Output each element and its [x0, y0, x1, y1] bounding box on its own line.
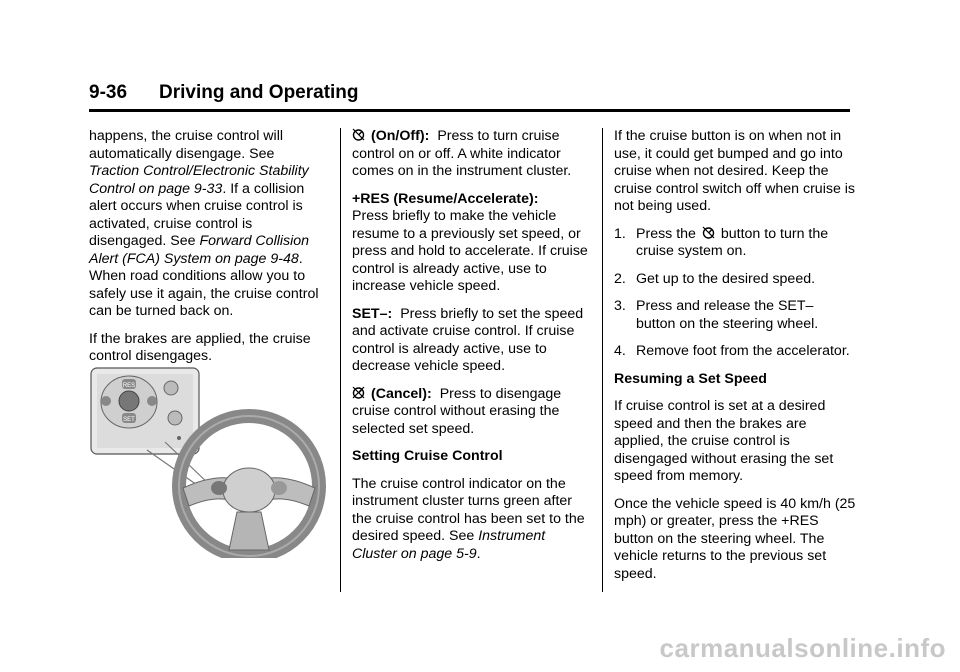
setting-heading: Setting Cruise Control — [352, 448, 503, 464]
resume-heading: Resuming a Set Speed — [614, 370, 767, 387]
cancel-text: Press to disengage cruise control without erasing the selected set speed. — [352, 385, 562, 437]
page-number: 9-36 — [89, 82, 128, 103]
column-divider — [340, 128, 341, 592]
text: The cruise control indicator on the instrument cluster turns green after the cruise control has been set to the desired speed. See — [352, 475, 585, 544]
set-description — [352, 306, 592, 376]
column-divider — [602, 128, 603, 592]
cancel-description — [352, 386, 592, 439]
paragraph: If cruise control is set at a desired speed and then the brakes are applied, the cruise control is disengaged without erasing the set speed from memory. — [614, 398, 834, 484]
cross-reference-link[interactable]: Traction Control/Electronic Stability Control on page 9-33 — [89, 163, 309, 197]
text: . — [476, 545, 481, 562]
cross-reference-link[interactable]: Instrument Cluster on page 5-9 — [352, 528, 546, 562]
list-item — [614, 298, 856, 333]
steps-list — [614, 226, 856, 361]
step-number: 2. — [614, 270, 626, 287]
list-item — [614, 343, 856, 361]
set-label: SET–: — [352, 305, 393, 322]
text: happens, the cruise control will automatically disengage. See — [89, 128, 283, 162]
step-number: 4. — [614, 343, 626, 359]
column-3 — [614, 128, 856, 593]
step-text: Press and release the SET– button on the steering wheel. — [636, 298, 819, 332]
res-label: +RES (Resume/Accelerate): — [352, 190, 539, 207]
res-text: Press briefly to make the vehicle resume to a previously set speed, or press and hold to accelerate. If cruise control is already active, use to increase vehicle speed. — [352, 208, 588, 294]
res-button-label: RES — [122, 383, 136, 389]
cancel-label: (Cancel): — [371, 385, 432, 402]
list-item — [614, 226, 856, 261]
paragraph: If the cruise button is on when not in use, it could get bumped and go into cruise when not desired. Keep the cruise control switch off when cruise is not being used. — [614, 128, 856, 214]
set-button-label: SET — [123, 417, 135, 423]
paragraph: If the brakes are applied, the cruise control disengages. — [89, 330, 311, 364]
res-description — [352, 191, 592, 296]
section-title: Driving and Operating — [159, 82, 359, 103]
setting-paragraph — [352, 476, 592, 564]
step-text: Get up to the desired speed. — [636, 270, 816, 287]
step-text: button to turn the cruise system on. — [636, 225, 829, 259]
page-header — [89, 79, 850, 112]
step-text: Press the — [636, 225, 700, 242]
steering-wheel-illustration — [89, 366, 329, 558]
list-item — [614, 271, 856, 289]
step-number: 3. — [614, 298, 626, 314]
cruise-cancel-icon — [352, 386, 365, 399]
onoff-text: Press to turn cruise control on or off. A white indicator comes on in the instrument cluster. — [352, 128, 572, 179]
step-number: 1. — [614, 225, 626, 242]
watermark: carmanualsonline.info — [659, 633, 946, 663]
onoff-label: (On/Off): — [371, 128, 430, 144]
column-2 — [352, 128, 592, 573]
set-text: Press briefly to set the speed and activate cruise control. If cruise control is already active, use to decrease vehicle speed. — [352, 305, 584, 374]
text: . If a collision alert occurs when cruise control is activated, cruise control is disengaged. See — [89, 180, 305, 249]
cruise-onoff-icon — [352, 128, 365, 141]
step-text: Remove foot from the accelerator. — [636, 343, 850, 359]
paragraph: Once the vehicle speed is 40 km/h (25 mph) or greater, press the +RES button on the steering wheel. The vehicle returns to the previous set speed. — [614, 495, 856, 582]
cross-reference-link[interactable]: Forward Collision Alert (FCA) System on page 9-48 — [89, 233, 310, 267]
cruise-onoff-icon — [702, 226, 715, 239]
paragraph — [89, 128, 327, 321]
column-1 — [89, 128, 327, 376]
onoff-description — [352, 128, 592, 181]
text: . When road conditions allow you to safely use it again, the cruise control can be turned back on. — [89, 250, 319, 319]
